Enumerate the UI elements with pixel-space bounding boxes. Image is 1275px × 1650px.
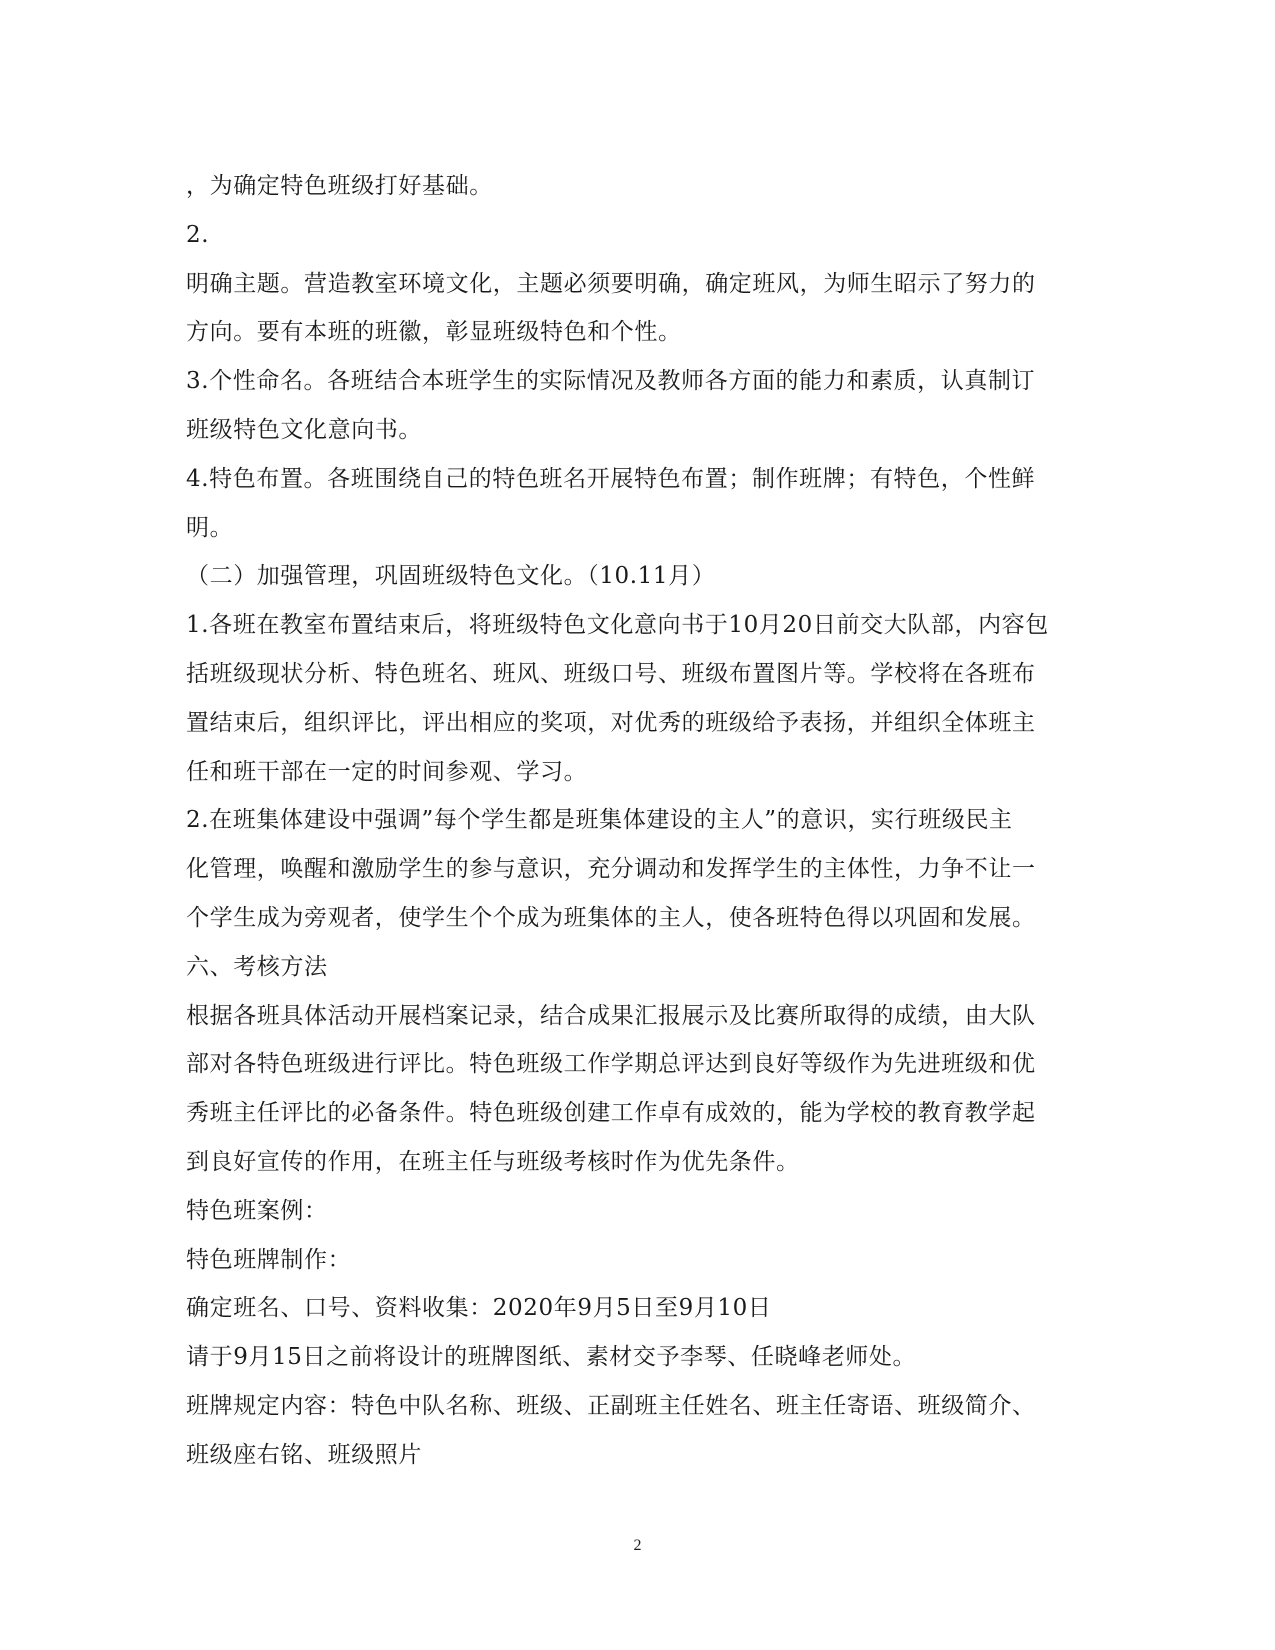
text-line: 2.在班集体建设中强调”每个学生都是班集体建设的主人”的意识，实行班级民主 bbox=[186, 807, 1013, 834]
text-line: 确定班名、口号、资料收集：2020年9月5日至9月10日 bbox=[186, 1295, 772, 1322]
text-line: 班牌规定内容：特色中队名称、班级、正副班主任姓名、班主任寄语、班级简介、 bbox=[186, 1392, 1036, 1419]
text-line: 1.各班在教室布置结束后，将班级特色文化意向书于10月20日前交大队部，内容包 bbox=[186, 612, 1049, 639]
text-line: 方向。要有本班的班徽，彰显班级特色和个性。 bbox=[186, 319, 682, 346]
text-line: 到良好宣传的作用，在班主任与班级考核时作为优先条件。 bbox=[186, 1148, 800, 1175]
text-line: 个学生成为旁观者，使学生个个成为班集体的主人，使各班特色得以巩固和发展。 bbox=[186, 904, 1036, 931]
text-line: 3.个性命名。各班结合本班学生的实际情况及教师各方面的能力和素质，认真制订 bbox=[186, 368, 1036, 395]
text-line: 括班级现状分析、特色班名、班风、班级口号、班级布置图片等。学校将在各班布 bbox=[186, 660, 1036, 687]
text-line: 请于9月15日之前将设计的班牌图纸、素材交予李琴、任晓峰老师处。 bbox=[186, 1344, 917, 1371]
text-line: 明确主题。营造教室环境文化，主题必须要明确，确定班风，为师生昭示了努力的 bbox=[186, 270, 1036, 297]
text-line: 4.特色布置。各班围绕自己的特色班名开展特色布置；制作班牌；有特色，个性鲜 bbox=[186, 465, 1036, 492]
text-line: 化管理，唤醒和激励学生的参与意识，充分调动和发挥学生的主体性，力争不让一 bbox=[186, 856, 1036, 883]
text-line: 秀班主任评比的必备条件。特色班级创建工作卓有成效的，能为学校的教育教学起 bbox=[186, 1100, 1036, 1127]
text-line: 置结束后，组织评比，评出相应的奖项，对优秀的班级给予表扬，并组织全体班主 bbox=[186, 709, 1036, 736]
text-line: 任和班干部在一定的时间参观、学习。 bbox=[186, 758, 588, 785]
text-line: 特色班案例： bbox=[186, 1197, 328, 1224]
text-line: 班级座右铭、班级照片 bbox=[186, 1441, 422, 1468]
text-line: 2. bbox=[186, 221, 210, 248]
section-heading: 六、考核方法 bbox=[186, 953, 328, 980]
text-line: 班级特色文化意向书。 bbox=[186, 416, 422, 443]
text-line: 特色班牌制作： bbox=[186, 1246, 352, 1273]
text-line: ，为确定特色班级打好基础。 bbox=[186, 173, 493, 199]
document-body bbox=[186, 162, 1086, 1480]
text-line: 根据各班具体活动开展档案记录，结合成果汇报展示及比赛所取得的成绩，由大队 bbox=[186, 1002, 1036, 1029]
text-line: 明。 bbox=[186, 514, 234, 541]
page-number: 2 bbox=[633, 1537, 642, 1554]
section-heading: （二）加强管理，巩固班级特色文化。（10.11月） bbox=[186, 563, 716, 590]
text-line: 部对各特色班级进行评比。特色班级工作学期总评达到良好等级作为先进班级和优 bbox=[186, 1051, 1036, 1078]
